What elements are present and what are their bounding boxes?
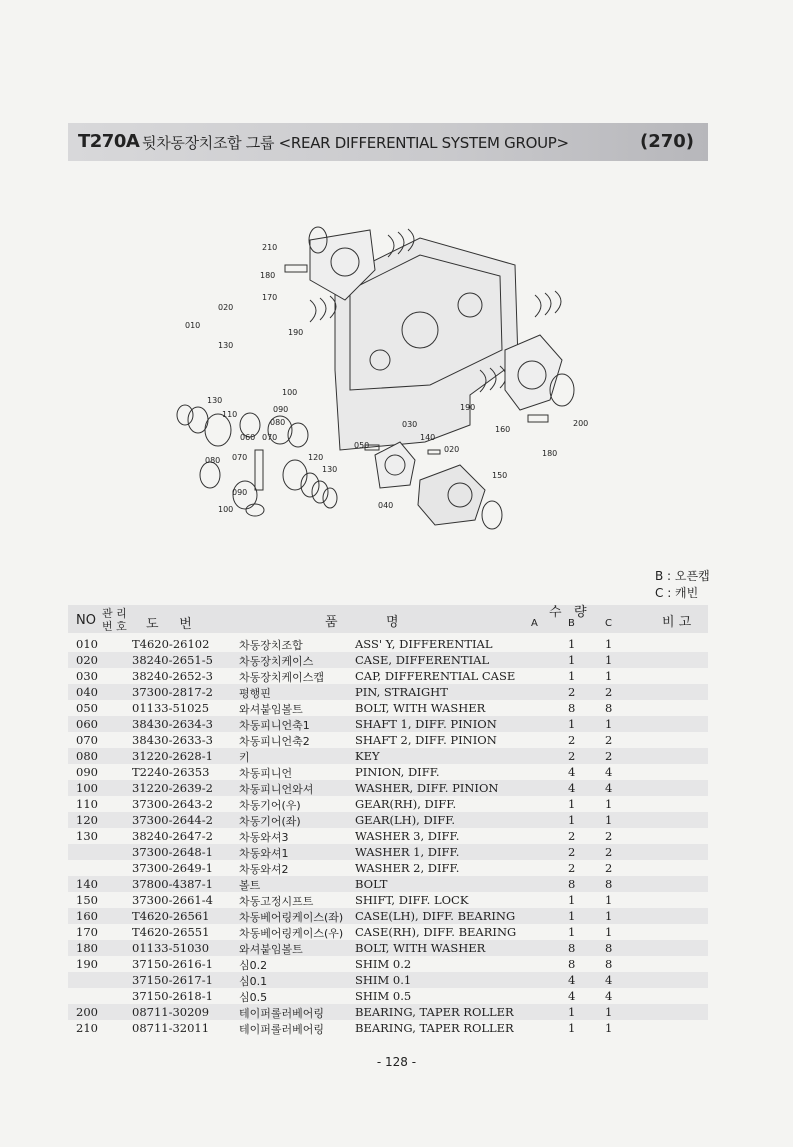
row-korean-name: 차동피니언축2 <box>239 735 310 748</box>
header-mgmt-bottom: 번 호 <box>102 620 127 633</box>
callout-label: 210 <box>262 243 278 252</box>
row-english-name: GEAR(LH), DIFF. <box>355 813 456 827</box>
row-english-name: CAP, DIFFERENTIAL CASE <box>355 669 516 683</box>
table-row <box>68 764 708 780</box>
callout-label: 010 <box>185 321 201 330</box>
table-row <box>68 1004 708 1020</box>
row-english-name: CASE, DIFFERENTIAL <box>355 653 490 667</box>
row-part-number: 31220-2628-1 <box>132 749 213 763</box>
row-part-number: 38240-2647-2 <box>132 829 213 843</box>
row-no: 180 <box>76 941 98 955</box>
row-part-number: 37300-2643-2 <box>132 797 213 811</box>
row-korean-name: 차동고정시프트 <box>239 895 314 908</box>
callout-label: 110 <box>222 410 238 419</box>
row-english-name: BOLT, WITH WASHER <box>355 701 486 715</box>
header-remarks: 비 고 <box>662 615 692 630</box>
header-drawing-no: 도 번 <box>146 617 192 632</box>
row-qty-c: 1 <box>605 669 613 683</box>
table-row <box>68 780 708 796</box>
table-row <box>68 908 708 924</box>
row-qty-b: 2 <box>568 685 576 699</box>
row-qty-b: 4 <box>568 765 576 779</box>
row-part-number: T2240-26353 <box>132 765 210 779</box>
callout-label: 060 <box>240 433 256 442</box>
group-title: 뒷차동장치조합 그룹 <REAR DIFFERENTIAL SYSTEM GROUP> <box>142 134 569 152</box>
row-qty-c: 1 <box>605 717 613 731</box>
header-col-c: C <box>605 618 612 629</box>
row-english-name: PINION, DIFF. <box>355 765 440 779</box>
exploded-parts-diagram <box>170 210 610 530</box>
callout-label: 090 <box>273 405 289 414</box>
row-qty-b: 1 <box>568 717 576 731</box>
row-qty-b: 1 <box>568 669 576 683</box>
row-korean-name: 차동와셔2 <box>239 863 289 876</box>
row-qty-c: 2 <box>605 829 613 843</box>
row-english-name: WASHER, DIFF. PINION <box>355 781 499 795</box>
row-qty-b: 2 <box>568 861 576 875</box>
row-part-number: 37300-2649-1 <box>132 861 213 875</box>
row-no: 040 <box>76 685 98 699</box>
row-qty-c: 2 <box>605 685 613 699</box>
row-korean-name: 차동피니언 <box>239 767 293 780</box>
row-english-name: WASHER 3, DIFF. <box>355 829 460 843</box>
callout-label: 030 <box>402 420 418 429</box>
row-english-name: BOLT, WITH WASHER <box>355 941 486 955</box>
row-korean-name: 차동와셔3 <box>239 831 289 844</box>
row-english-name: KEY <box>355 749 380 763</box>
row-qty-b: 4 <box>568 781 576 795</box>
row-qty-b: 8 <box>568 941 576 955</box>
table-row <box>68 636 708 652</box>
row-english-name: BOLT <box>355 877 388 891</box>
row-qty-b: 2 <box>568 749 576 763</box>
table-row <box>68 924 708 940</box>
callout-label: 180 <box>260 271 276 280</box>
row-no: 030 <box>76 669 98 683</box>
row-qty-c: 8 <box>605 701 613 715</box>
legend-c: C : 캐빈 <box>655 586 699 600</box>
header-name-a: 품 <box>325 615 338 630</box>
table-row <box>68 892 708 908</box>
parts-table <box>68 636 708 1036</box>
table-row <box>68 684 708 700</box>
row-qty-b: 1 <box>568 797 576 811</box>
row-korean-name: 차동장치케이스캡 <box>239 671 325 684</box>
callout-label: 080 <box>270 418 286 427</box>
row-qty-c: 1 <box>605 909 613 923</box>
table-row <box>68 972 708 988</box>
row-part-number: 37300-2817-2 <box>132 685 213 699</box>
row-part-number: 37150-2616-1 <box>132 957 213 971</box>
row-part-number: 01133-51030 <box>132 941 210 955</box>
table-row <box>68 700 708 716</box>
row-english-name: CASE(RH), DIFF. BEARING <box>355 925 517 939</box>
row-english-name: PIN, STRAIGHT <box>355 685 448 699</box>
row-qty-b: 1 <box>568 925 576 939</box>
row-korean-name: 와셔붙임볼트 <box>239 943 303 956</box>
row-no: 070 <box>76 733 98 747</box>
table-row <box>68 748 708 764</box>
table-row <box>68 940 708 956</box>
row-part-number: 37150-2618-1 <box>132 989 213 1003</box>
callout-label: 020 <box>218 303 234 312</box>
row-qty-c: 2 <box>605 861 613 875</box>
row-qty-c: 2 <box>605 733 613 747</box>
row-part-number: 38240-2651-5 <box>132 653 213 667</box>
row-korean-name: 심0.2 <box>239 959 268 972</box>
row-no: 120 <box>76 813 98 827</box>
row-qty-c: 1 <box>605 653 613 667</box>
table-row <box>68 988 708 1004</box>
row-english-name: ASS' Y, DIFFERENTIAL <box>355 637 493 651</box>
row-english-name: SHAFT 1, DIFF. PINION <box>355 717 497 731</box>
row-part-number: T4620-26561 <box>132 909 210 923</box>
callout-label: 190 <box>288 328 304 337</box>
row-qty-c: 8 <box>605 941 613 955</box>
row-korean-name: 차동기어(우) <box>239 799 301 812</box>
row-no: 100 <box>76 781 98 795</box>
row-part-number: T4620-26102 <box>132 637 210 651</box>
row-korean-name: 테이퍼롤러베어링 <box>239 1007 325 1020</box>
table-row <box>68 828 708 844</box>
row-qty-b: 4 <box>568 989 576 1003</box>
row-qty-c: 1 <box>605 1021 613 1035</box>
row-qty-b: 2 <box>568 845 576 859</box>
row-qty-b: 1 <box>568 653 576 667</box>
row-english-name: SHAFT 2, DIFF. PINION <box>355 733 497 747</box>
row-part-number: 37150-2617-1 <box>132 973 213 987</box>
callout-label: 130 <box>218 341 234 350</box>
callout-label: 200 <box>573 419 589 428</box>
row-qty-c: 8 <box>605 877 613 891</box>
table-row <box>68 1020 708 1036</box>
legend-b: B : 오픈캡 <box>655 569 710 583</box>
row-korean-name: 심0.1 <box>239 975 268 988</box>
row-no: 080 <box>76 749 98 763</box>
header-mgmt-top: 관 리 <box>102 607 127 620</box>
row-qty-b: 4 <box>568 973 576 987</box>
row-qty-b: 1 <box>568 909 576 923</box>
row-korean-name: 차동피니언축1 <box>239 719 310 732</box>
row-qty-c: 2 <box>605 749 613 763</box>
callout-label: 080 <box>205 456 221 465</box>
row-part-number: 38430-2634-3 <box>132 717 213 731</box>
callout-label: 120 <box>308 453 324 462</box>
callout-label: 140 <box>420 433 436 442</box>
row-korean-name: 차동장치케이스 <box>239 655 314 668</box>
row-no: 210 <box>76 1021 98 1035</box>
row-no: 160 <box>76 909 98 923</box>
row-english-name: WASHER 2, DIFF. <box>355 861 460 875</box>
row-no: 090 <box>76 765 98 779</box>
row-qty-c: 1 <box>605 637 613 651</box>
row-qty-c: 2 <box>605 845 613 859</box>
callout-label: 100 <box>282 388 298 397</box>
row-part-number: T4620-26551 <box>132 925 210 939</box>
row-part-number: 37300-2644-2 <box>132 813 213 827</box>
row-korean-name: 차동와셔1 <box>239 847 289 860</box>
row-no: 140 <box>76 877 98 891</box>
row-part-number: 38430-2633-3 <box>132 733 213 747</box>
row-no: 200 <box>76 1005 98 1019</box>
table-row <box>68 844 708 860</box>
row-part-number: 37800-4387-1 <box>132 877 213 891</box>
row-qty-b: 8 <box>568 957 576 971</box>
row-qty-c: 1 <box>605 813 613 827</box>
callout-label: 190 <box>460 403 476 412</box>
group-page-ref: (270) <box>639 131 694 152</box>
table-row <box>68 860 708 876</box>
table-row <box>68 652 708 668</box>
table-row <box>68 812 708 828</box>
header-quantity: 수 량 <box>549 605 587 620</box>
row-qty-b: 1 <box>568 637 576 651</box>
row-english-name: SHIM 0.2 <box>355 957 412 971</box>
callout-label: 130 <box>322 465 338 474</box>
callout-label: 180 <box>542 449 558 458</box>
row-qty-b: 1 <box>568 1021 576 1035</box>
row-qty-c: 1 <box>605 893 613 907</box>
row-qty-c: 8 <box>605 957 613 971</box>
table-row <box>68 668 708 684</box>
row-korean-name: 차동베어링케이스(우) <box>239 927 344 940</box>
row-no: 010 <box>76 637 98 651</box>
page-number: - 128 - <box>376 1055 417 1069</box>
row-part-number: 01133-51025 <box>132 701 210 715</box>
legend <box>655 568 710 602</box>
row-no: 060 <box>76 717 98 731</box>
row-qty-c: 1 <box>605 925 613 939</box>
row-qty-b: 8 <box>568 877 576 891</box>
row-english-name: SHIFT, DIFF. LOCK <box>355 893 469 907</box>
callout-label: 130 <box>207 396 223 405</box>
row-korean-name: 차동기어(좌) <box>239 815 301 828</box>
callout-label: 070 <box>262 433 278 442</box>
row-qty-b: 8 <box>568 701 576 715</box>
table-row <box>68 732 708 748</box>
callout-label: 050 <box>354 441 370 450</box>
row-korean-name: 볼트 <box>239 879 261 892</box>
row-qty-b: 1 <box>568 813 576 827</box>
table-row <box>68 796 708 812</box>
row-english-name: SHIM 0.1 <box>355 973 412 987</box>
row-korean-name: 와셔붙임볼트 <box>239 703 303 716</box>
row-qty-c: 4 <box>605 973 613 987</box>
row-qty-b: 1 <box>568 1005 576 1019</box>
row-qty-c: 4 <box>605 765 613 779</box>
table-row <box>68 876 708 892</box>
row-korean-name: 키 <box>239 751 250 764</box>
callout-label: 160 <box>495 425 511 434</box>
row-korean-name: 테이퍼롤러베어링 <box>239 1023 325 1036</box>
header-name-b: 명 <box>386 615 399 630</box>
row-qty-b: 1 <box>568 893 576 907</box>
callout-label: 150 <box>492 471 508 480</box>
row-part-number: 37300-2661-4 <box>132 893 213 907</box>
row-no: 130 <box>76 829 98 843</box>
row-no: 190 <box>76 957 98 971</box>
row-korean-name: 평행핀 <box>239 687 271 700</box>
row-qty-c: 1 <box>605 1005 613 1019</box>
header-col-b: B <box>568 618 575 629</box>
row-no: 150 <box>76 893 98 907</box>
row-korean-name: 심0.5 <box>239 991 268 1004</box>
callout-label: 090 <box>232 488 248 497</box>
header-col-a: A <box>531 618 538 629</box>
callout-label: 100 <box>218 505 234 514</box>
row-english-name: GEAR(RH), DIFF. <box>355 797 457 811</box>
row-korean-name: 차동피니언와셔 <box>239 783 314 796</box>
row-no: 170 <box>76 925 98 939</box>
table-row <box>68 956 708 972</box>
row-english-name: WASHER 1, DIFF. <box>355 845 460 859</box>
row-english-name: CASE(LH), DIFF. BEARING <box>355 909 516 923</box>
callout-label: 040 <box>378 501 394 510</box>
group-code: T270A <box>78 131 140 152</box>
row-no: 050 <box>76 701 98 715</box>
callout-label: 020 <box>444 445 460 454</box>
row-english-name: BEARING, TAPER ROLLER <box>355 1021 514 1035</box>
row-no: 020 <box>76 653 98 667</box>
row-qty-b: 2 <box>568 829 576 843</box>
row-part-number: 38240-2652-3 <box>132 669 213 683</box>
row-english-name: SHIM 0.5 <box>355 989 412 1003</box>
row-qty-c: 4 <box>605 781 613 795</box>
callout-label: 070 <box>232 453 248 462</box>
row-part-number: 31220-2639-2 <box>132 781 213 795</box>
page-header <box>68 123 708 161</box>
row-korean-name: 차동장치조합 <box>239 639 303 652</box>
row-korean-name: 차동베어링케이스(좌) <box>239 911 344 924</box>
row-qty-c: 4 <box>605 989 613 1003</box>
row-part-number: 37300-2648-1 <box>132 845 213 859</box>
row-no: 110 <box>76 797 98 811</box>
table-row <box>68 716 708 732</box>
row-english-name: BEARING, TAPER ROLLER <box>355 1005 514 1019</box>
table-header <box>68 605 708 633</box>
callout-label: 170 <box>262 293 278 302</box>
row-qty-c: 1 <box>605 797 613 811</box>
row-qty-b: 2 <box>568 733 576 747</box>
row-part-number: 08711-30209 <box>132 1005 210 1019</box>
header-no: NO <box>76 613 96 628</box>
row-part-number: 08711-32011 <box>132 1021 210 1035</box>
